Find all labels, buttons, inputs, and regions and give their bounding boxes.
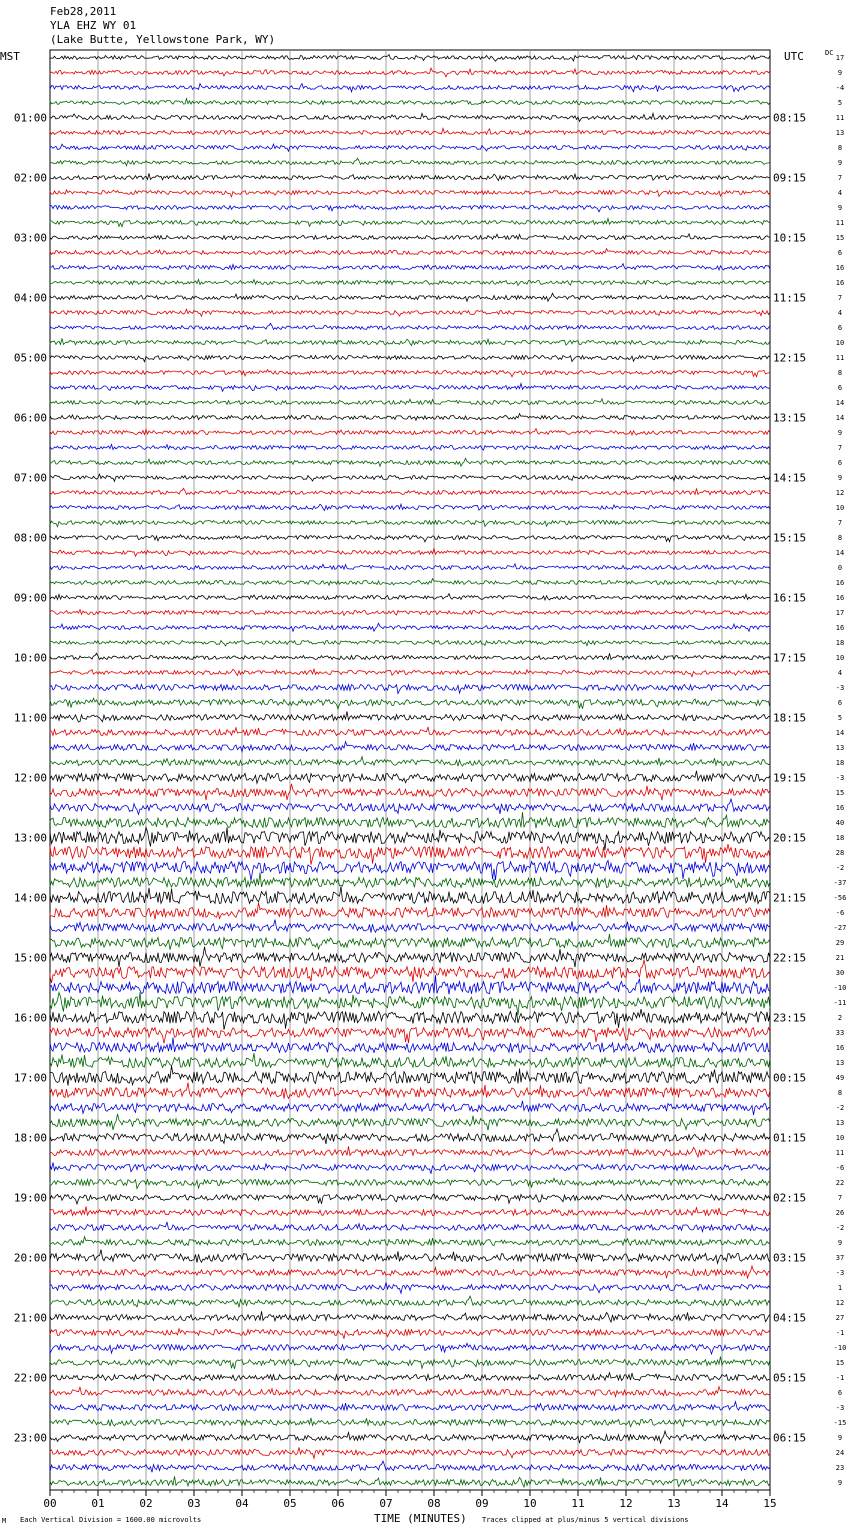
- dc-offset-label: -1: [835, 1329, 845, 1337]
- seismic-trace: [50, 1066, 770, 1086]
- x-tick-label: 13: [667, 1497, 681, 1510]
- dc-offset-label: 7: [837, 519, 843, 527]
- seismic-trace: [50, 564, 770, 570]
- seismic-trace: [50, 685, 770, 694]
- x-tick-label: 06: [331, 1497, 345, 1510]
- dc-offset-label: 9: [837, 474, 843, 482]
- dc-offset-label: 18: [835, 834, 845, 842]
- seismic-trace: [50, 99, 770, 105]
- dc-offset-label: 14: [835, 399, 845, 407]
- dc-offset-label: -10: [833, 984, 847, 992]
- seismic-trace: [50, 873, 770, 888]
- seismic-trace: [50, 1266, 770, 1278]
- mst-hour-label: 21:00: [13, 1311, 47, 1325]
- seismic-trace: [50, 960, 770, 983]
- dc-offset-label: 12: [835, 489, 845, 497]
- seismic-trace: [50, 1237, 770, 1246]
- scale-note: Each Vertical Division = 1600.00 microvolts: [20, 1516, 202, 1524]
- seismic-trace: [50, 903, 770, 920]
- dc-offset-label: 13: [835, 1119, 845, 1127]
- seismic-trace: [50, 1282, 770, 1293]
- dc-offset-label: 13: [835, 744, 845, 752]
- dc-offset-label: 10: [835, 654, 845, 662]
- dc-offset-label: 26: [835, 1209, 845, 1217]
- mst-hour-label: 15:00: [13, 951, 47, 965]
- seismic-trace: [50, 504, 770, 510]
- seismic-trace: [50, 219, 770, 227]
- seismic-trace: [50, 1222, 770, 1232]
- corner-mark: M: [2, 1517, 7, 1525]
- mst-hour-label: 06:00: [13, 411, 47, 425]
- seismic-trace: [50, 1009, 770, 1030]
- seismic-trace: [50, 1038, 770, 1053]
- x-tick-label: 01: [91, 1497, 105, 1510]
- dc-offset-label: 16: [835, 264, 845, 272]
- chart-date: Feb28,2011: [50, 5, 117, 18]
- seismic-trace: [50, 399, 770, 405]
- x-tick-label: 03: [187, 1497, 201, 1510]
- seismic-trace: [50, 279, 770, 285]
- utc-hour-label: 00:15: [773, 1071, 807, 1085]
- dc-offset-label: 4: [837, 189, 843, 197]
- seismic-trace: [50, 610, 770, 616]
- dc-offset-label: -37: [833, 879, 847, 887]
- seismic-trace: [50, 1194, 770, 1204]
- mst-hour-label: 04:00: [13, 291, 47, 305]
- utc-hour-label: 12:15: [773, 351, 807, 365]
- dc-offset-label: 4: [837, 669, 843, 677]
- seismic-trace: [50, 579, 770, 586]
- dc-offset-label: -2: [835, 864, 845, 872]
- mst-hour-label: 05:00: [13, 351, 47, 365]
- seismic-trace: [50, 1250, 770, 1264]
- utc-hour-label: 02:15: [773, 1191, 807, 1205]
- utc-hour-label: 13:15: [773, 411, 807, 425]
- seismic-trace: [50, 1418, 770, 1427]
- dc-offset-label: 6: [837, 459, 843, 467]
- seismic-trace: [50, 444, 770, 450]
- dc-offset-label: 9: [837, 204, 843, 212]
- seismic-trace: [50, 521, 770, 527]
- dc-offset-label: -3: [835, 1269, 845, 1277]
- dc-offset-label: 23: [835, 1464, 845, 1472]
- dc-offset-label: 49: [835, 1074, 845, 1082]
- seismic-trace: [50, 128, 770, 134]
- seismic-trace: [50, 886, 770, 903]
- x-tick-label: 05: [283, 1497, 297, 1510]
- dc-offset-label: 27: [835, 1314, 845, 1322]
- seismic-trace: [50, 1402, 770, 1411]
- x-tick-label: 12: [619, 1497, 633, 1510]
- dc-offset-label: 9: [837, 429, 843, 437]
- dc-offset-label: 6: [837, 249, 843, 257]
- dc-offset-label: 14: [835, 729, 845, 737]
- utc-hour-label: 08:15: [773, 111, 807, 125]
- utc-hour-label: 17:15: [773, 651, 807, 665]
- x-tick-label: 00: [43, 1497, 57, 1510]
- seismic-trace: [50, 1178, 770, 1188]
- dc-offset-label: 6: [837, 1389, 843, 1397]
- seismic-trace: [50, 158, 770, 165]
- mst-hour-label: 03:00: [13, 231, 47, 245]
- x-tick-label: 14: [715, 1497, 729, 1510]
- mst-hour-label: 10:00: [13, 651, 47, 665]
- seismic-trace: [50, 653, 770, 660]
- seismic-trace: [50, 1207, 770, 1216]
- utc-hour-label: 01:15: [773, 1131, 807, 1145]
- dc-offset-label: 5: [837, 714, 843, 722]
- dc-offset-label: 40: [835, 819, 845, 827]
- dc-offset-label: 0: [837, 564, 843, 572]
- seismic-trace: [50, 144, 770, 151]
- dc-offset-label: 13: [835, 129, 845, 137]
- dc-offset-label: -4: [835, 84, 845, 92]
- mst-hour-label: 16:00: [13, 1011, 47, 1025]
- x-tick-label: 02: [139, 1497, 153, 1510]
- seismic-trace: [50, 488, 770, 495]
- seismic-trace: [50, 1357, 770, 1369]
- seismic-trace: [50, 414, 770, 421]
- dc-offset-label: -27: [833, 924, 847, 932]
- dc-offset-label: 8: [837, 144, 843, 152]
- seismic-trace: [50, 370, 770, 377]
- dc-offset-label: 9: [837, 1434, 843, 1442]
- seismic-trace: [50, 55, 770, 62]
- dc-offset-label: 10: [835, 1134, 845, 1142]
- dc-offset-label: 24: [835, 1449, 845, 1457]
- x-tick-label: 11: [571, 1497, 585, 1510]
- mst-hour-label: 13:00: [13, 831, 47, 845]
- seismic-trace: [50, 264, 770, 270]
- mst-axis-label: MST: [0, 50, 20, 63]
- seismic-trace: [50, 771, 770, 784]
- dc-offset-label: 16: [835, 594, 845, 602]
- utc-hour-label: 16:15: [773, 591, 807, 605]
- seismic-trace: [50, 742, 770, 752]
- dc-offset-label: 5: [837, 99, 843, 107]
- dc-offset-label: 4: [837, 309, 843, 317]
- utc-hour-label: 04:15: [773, 1311, 807, 1325]
- dc-offset-label: 15: [835, 234, 845, 242]
- dc-offset-label: -56: [833, 894, 847, 902]
- dc-offset-label: 21: [835, 954, 845, 962]
- seismic-trace: [50, 1027, 770, 1044]
- seismic-trace: [50, 384, 770, 392]
- dc-offset-label: 6: [837, 699, 843, 707]
- x-tick-label: 08: [427, 1497, 441, 1510]
- dc-offset-label: -3: [835, 774, 845, 782]
- seismic-trace: [50, 1053, 770, 1067]
- station-code: YLA EHZ WY 01: [50, 19, 137, 32]
- dc-offset-label: 14: [835, 414, 845, 422]
- seismic-trace: [50, 975, 770, 994]
- seismic-trace: [50, 784, 770, 800]
- dc-offset-label: -2: [835, 1224, 845, 1232]
- dc-offset-label: 29: [835, 939, 845, 947]
- dc-offset-label: 8: [837, 1089, 843, 1097]
- seismic-trace: [50, 1101, 770, 1115]
- clip-note: Traces clipped at plus/minus 5 vertical divisions: [482, 1516, 689, 1524]
- dc-offset-label: 9: [837, 1239, 843, 1247]
- dc-offset-label: 10: [835, 339, 845, 347]
- utc-hour-label: 23:15: [773, 1011, 807, 1025]
- seismic-trace: [50, 535, 770, 542]
- dc-offset-label: 33: [835, 1029, 845, 1037]
- seismic-trace: [50, 173, 770, 180]
- dc-offset-label: 9: [837, 1479, 843, 1487]
- x-tick-label: 07: [379, 1497, 393, 1510]
- utc-hour-label: 15:15: [773, 531, 807, 545]
- utc-hour-label: 09:15: [773, 171, 807, 185]
- dc-offset-label: 7: [837, 1194, 843, 1202]
- seismic-trace: [50, 757, 770, 767]
- utc-hour-label: 19:15: [773, 771, 807, 785]
- seismic-trace: [50, 338, 770, 345]
- seismic-trace: [50, 234, 770, 240]
- mst-hour-label: 19:00: [13, 1191, 47, 1205]
- seismic-trace: [50, 844, 770, 865]
- seismic-trace: [50, 1373, 770, 1381]
- seismic-trace: [50, 1146, 770, 1157]
- dc-offset-label: -3: [835, 684, 845, 692]
- mst-hour-label: 02:00: [13, 171, 47, 185]
- seismic-trace: [50, 1329, 770, 1339]
- dc-offset-label: -6: [835, 909, 845, 917]
- dc-offset-label: -2: [835, 1104, 845, 1112]
- seismic-trace: [50, 549, 770, 557]
- dc-offset-label: 2: [837, 1014, 843, 1022]
- mst-hour-label: 22:00: [13, 1371, 47, 1385]
- seismic-trace: [50, 84, 770, 92]
- x-tick-label: 10: [523, 1497, 537, 1510]
- utc-hour-label: 18:15: [773, 711, 807, 725]
- seismic-trace: [50, 641, 770, 647]
- seismic-trace: [50, 293, 770, 301]
- dc-offset-label: 16: [835, 624, 845, 632]
- dc-offset-label: 17: [835, 609, 845, 617]
- seismic-trace: [50, 1083, 770, 1099]
- utc-hour-label: 11:15: [773, 291, 807, 305]
- dc-offset-label: 11: [835, 219, 845, 227]
- dc-offset-label: 7: [837, 174, 843, 182]
- seismic-trace: [50, 309, 770, 316]
- seismic-trace: [50, 323, 770, 329]
- seismic-trace: [50, 827, 770, 850]
- dc-offset-label: 16: [835, 579, 845, 587]
- dc-offset-label: 11: [835, 354, 845, 362]
- dc-offset-label: 6: [837, 324, 843, 332]
- seismic-trace: [50, 356, 770, 362]
- utc-hour-label: 20:15: [773, 831, 807, 845]
- seismic-trace: [50, 712, 770, 723]
- mst-hour-label: 09:00: [13, 591, 47, 605]
- x-tick-label: 15: [763, 1497, 777, 1510]
- seismic-trace: [50, 1476, 770, 1487]
- dc-offset-label: 15: [835, 789, 845, 797]
- dc-offset-label: 13: [835, 1059, 845, 1067]
- seismic-trace: [50, 1447, 770, 1458]
- dc-offset-label: -10: [833, 1344, 847, 1352]
- dc-offset-label: -15: [833, 1419, 847, 1427]
- seismic-trace: [50, 947, 770, 967]
- seismic-trace: [50, 623, 770, 631]
- seismic-trace: [50, 812, 770, 828]
- utc-hour-label: 05:15: [773, 1371, 807, 1385]
- x-tick-label: 04: [235, 1497, 249, 1510]
- dc-offset-label: 1: [837, 1284, 843, 1292]
- dc-offset-label: 17: [835, 54, 845, 62]
- utc-hour-label: 10:15: [773, 231, 807, 245]
- x-tick-label: 09: [475, 1497, 489, 1510]
- seismic-trace: [50, 934, 770, 950]
- dc-offset-label: 14: [835, 549, 845, 557]
- seismic-trace: [50, 1129, 770, 1144]
- mst-hour-label: 07:00: [13, 471, 47, 485]
- seismic-trace: [50, 727, 770, 736]
- dc-offset-label: 11: [835, 114, 845, 122]
- mst-hour-label: 08:00: [13, 531, 47, 545]
- utc-hour-label: 21:15: [773, 891, 807, 905]
- seismic-trace: [50, 1162, 770, 1173]
- dc-offset-label: 18: [835, 639, 845, 647]
- mst-hour-label: 01:00: [13, 111, 47, 125]
- seismic-trace: [50, 920, 770, 933]
- dc-offset-label: 8: [837, 534, 843, 542]
- dc-offset-label: -11: [833, 999, 847, 1007]
- seismic-trace: [50, 113, 770, 121]
- seismic-trace: [50, 458, 770, 466]
- seismic-trace: [50, 992, 770, 1015]
- mst-hour-label: 18:00: [13, 1131, 47, 1145]
- seismic-trace: [50, 799, 770, 814]
- dc-offset-label: 12: [835, 1299, 845, 1307]
- seismic-trace: [50, 861, 770, 881]
- seismic-trace: [50, 249, 770, 256]
- seismic-trace: [50, 190, 770, 197]
- mst-hour-label: 23:00: [13, 1431, 47, 1445]
- mst-hour-label: 14:00: [13, 891, 47, 905]
- dc-offset-label: 16: [835, 804, 845, 812]
- dc-offset-label: 16: [835, 1044, 845, 1052]
- seismic-trace: [50, 68, 770, 77]
- utc-hour-label: 14:15: [773, 471, 807, 485]
- seismic-trace: [50, 1387, 770, 1397]
- seismic-trace: [50, 1461, 770, 1472]
- seismic-trace: [50, 1431, 770, 1443]
- seismic-trace: [50, 594, 770, 600]
- mst-hour-label: 12:00: [13, 771, 47, 785]
- dc-offset-label: -3: [835, 1404, 845, 1412]
- utc-axis-label: UTC: [784, 50, 804, 63]
- dc-offset-label: 18: [835, 759, 845, 767]
- mst-hour-label: 11:00: [13, 711, 47, 725]
- utc-hour-label: 06:15: [773, 1431, 807, 1445]
- dc-offset-label: 7: [837, 294, 843, 302]
- seismic-trace: [50, 205, 770, 212]
- dc-offset-label: 7: [837, 444, 843, 452]
- dc-offset-label: 9: [837, 69, 843, 77]
- seismic-trace: [50, 1296, 770, 1307]
- dc-offset-label: 10: [835, 504, 845, 512]
- dc-offset-label: 8: [837, 369, 843, 377]
- seismic-trace: [50, 669, 770, 677]
- x-axis-title: TIME (MINUTES): [374, 1512, 467, 1525]
- seismic-trace: [50, 698, 770, 709]
- seismic-trace: [50, 474, 770, 481]
- dc-offset-label: 6: [837, 384, 843, 392]
- seismic-trace: [50, 1343, 770, 1354]
- utc-hour-label: 22:15: [773, 951, 807, 965]
- seismic-trace: [50, 429, 770, 435]
- dc-label: DC: [825, 49, 834, 57]
- dc-offset-label: 28: [835, 849, 845, 857]
- seismic-trace: [50, 1114, 770, 1130]
- mst-hour-label: 20:00: [13, 1251, 47, 1265]
- station-location: (Lake Butte, Yellowstone Park, WY): [50, 33, 276, 46]
- dc-offset-label: 11: [835, 1149, 845, 1157]
- dc-offset-label: 15: [835, 1359, 845, 1367]
- seismic-trace: [50, 1311, 770, 1322]
- dc-offset-label: -6: [835, 1164, 845, 1172]
- dc-offset-label: 37: [835, 1254, 845, 1262]
- dc-offset-label: 9: [837, 159, 843, 167]
- dc-offset-label: 16: [835, 279, 845, 287]
- dc-offset-label: 30: [835, 969, 845, 977]
- dc-offset-label: 22: [835, 1179, 845, 1187]
- utc-hour-label: 03:15: [773, 1251, 807, 1265]
- dc-offset-label: -1: [835, 1374, 845, 1382]
- mst-hour-label: 17:00: [13, 1071, 47, 1085]
